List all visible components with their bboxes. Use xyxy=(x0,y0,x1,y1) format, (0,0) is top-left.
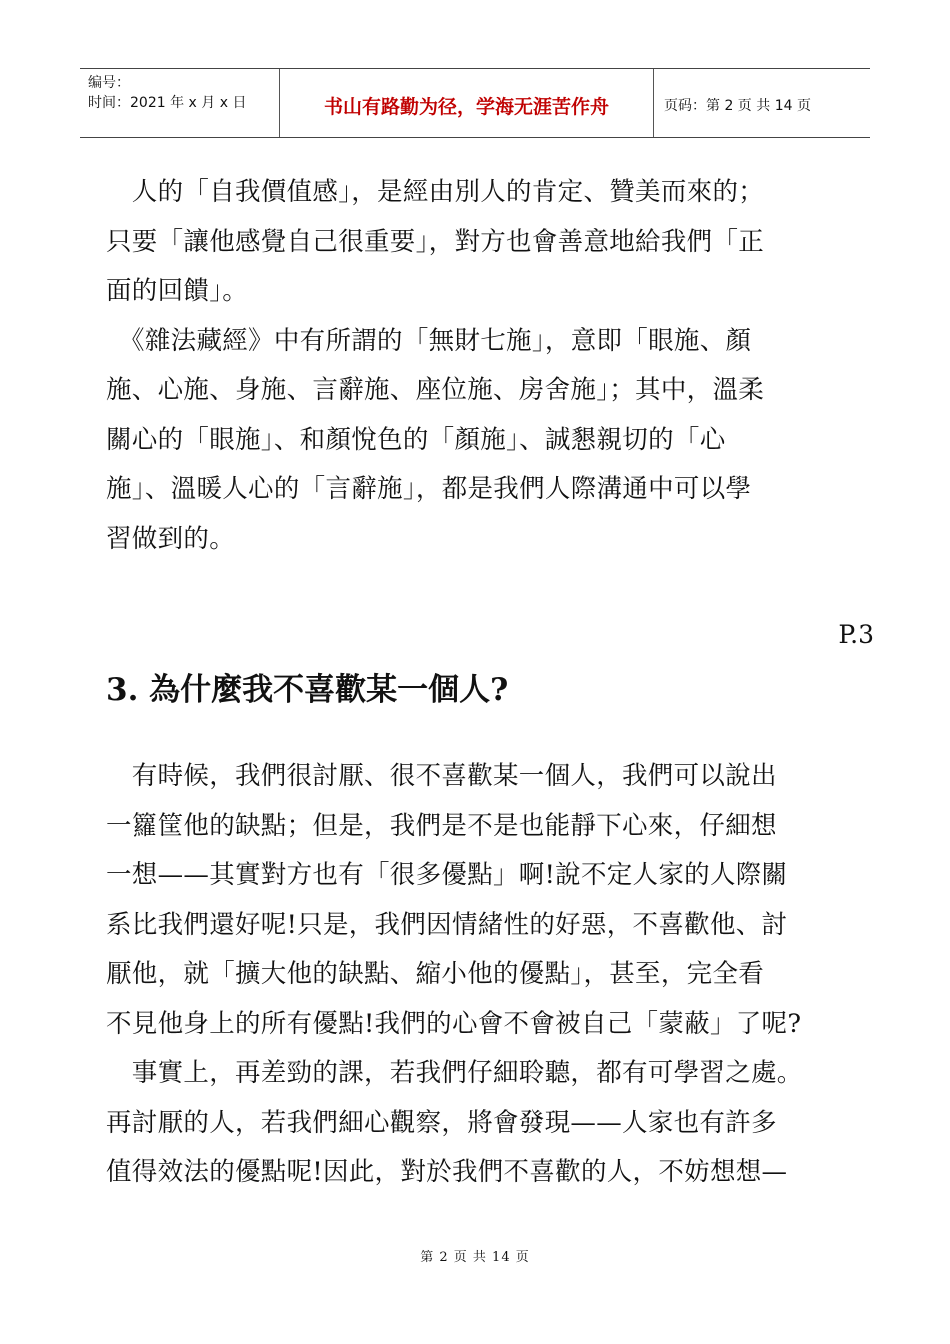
text-line: 值得效法的優點呢!因此，對於我們不喜歡的人，不妨想想— xyxy=(106,1157,788,1187)
page-reference: P.3 xyxy=(838,620,874,649)
header-meta xyxy=(80,69,280,137)
text-line: 系比我們還好呢!只是，我們因情緒性的好惡，不喜歡他、討 xyxy=(106,909,788,940)
text-line: 再討厭的人，若我們細心觀察，將會發現——人家也有許多 xyxy=(106,1107,777,1138)
header-page-info: 页码：第 2 页 共 14 页 xyxy=(664,98,811,114)
text-line: 《雜法藏經》中有所謂的「無財七施」，意即「眼施、顏 xyxy=(106,325,752,356)
text-line: 事實上，再差勁的課，若我們仔細聆聽，都有可學習之處。 xyxy=(106,1058,803,1088)
text-line: 一想——其實對方也有「很多優點」啊!說不定人家的人際關 xyxy=(106,860,788,890)
section-title: 3. 為什麼我不喜歡某一個人? xyxy=(106,672,509,708)
document-header xyxy=(80,68,870,138)
text-line: 一籮筐他的缺點；但是，我們是不是也能靜下心來，仔細想 xyxy=(106,810,777,841)
text-line: 關心的「眼施」、和顏悅色的「顏施」、誠懇親切的「心 xyxy=(106,424,726,455)
text-line: 面的回饋」。 xyxy=(106,276,249,306)
header-motto: 书山有路勤为径，学海无涯苦作舟 xyxy=(280,69,654,137)
paragraph-block-2 xyxy=(106,752,876,1198)
text-line: 人的「自我價值感」，是經由別人的肯定、贊美而來的； xyxy=(106,177,765,207)
text-line: 不見他身上的所有優點!我們的心會不會被自己「蒙蔽」了呢? xyxy=(106,1008,802,1039)
text-line: 厭他，就「擴大他的缺點、縮小他的優點」，甚至，完全看 xyxy=(106,959,765,989)
text-line: 習做到的。 xyxy=(106,523,236,554)
text-line: 施」、溫暖人心的「言辭施」，都是我們人際溝通中可以學 xyxy=(106,474,752,504)
text-line: 有時候，我們很討厭、很不喜歡某一個人，我們可以說出 xyxy=(106,761,777,791)
text-line: 只要「讓他感覺自己很重要」，對方也會善意地給我們「正 xyxy=(106,226,765,257)
header-number-label: 编号： xyxy=(88,75,130,91)
text-line: 施、心施、身施、言辭施、座位施、房舍施」；其中，溫柔 xyxy=(106,375,765,405)
page-footer: 第 2 页 共 14 页 xyxy=(420,1250,530,1265)
header-time-label: 时间：2021 年 x 月 x 日 xyxy=(88,95,247,111)
paragraph-block-1 xyxy=(106,168,876,564)
